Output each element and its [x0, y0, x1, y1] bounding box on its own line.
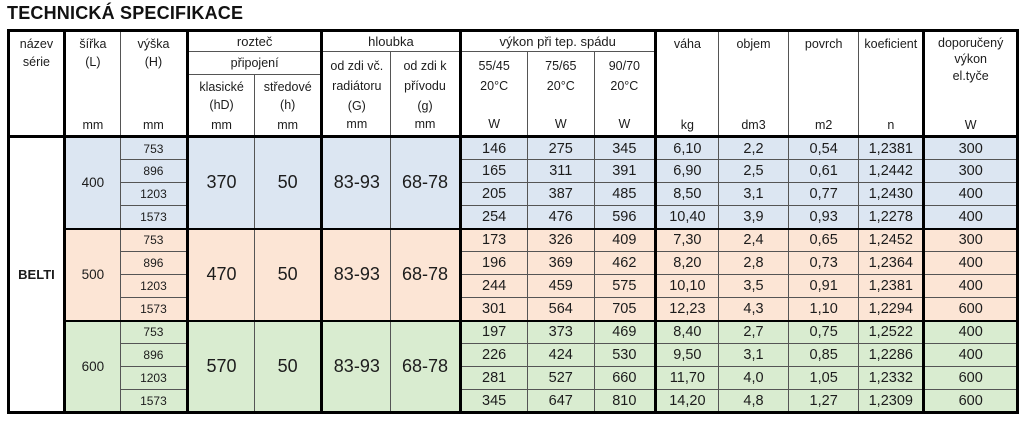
header-unit: mm	[277, 117, 299, 132]
header-label: šířka	[79, 37, 107, 51]
header-label: výkon	[954, 52, 987, 67]
page-title: TECHNICKÁ SPECIFIKACE	[7, 3, 244, 23]
w7565-cell: 424	[527, 344, 594, 367]
header-label: od zdi vč.	[330, 58, 384, 73]
header-koeficient	[859, 31, 924, 137]
w7565-cell: 476	[527, 206, 594, 229]
table-row	[9, 344, 1018, 367]
w5545-cell: 146	[460, 137, 527, 160]
povrch-cell: 0,85	[789, 344, 859, 367]
table-row	[9, 252, 1018, 275]
header-hloubka-group: hloubka	[322, 31, 460, 52]
w9070-cell: 409	[594, 229, 655, 252]
w7565-cell: 326	[527, 229, 594, 252]
povrch-cell: 1,10	[789, 298, 859, 321]
w5545-cell: 197	[460, 321, 527, 344]
hloubka-g-cell: 68-78	[391, 137, 460, 229]
header-grad-7565	[527, 52, 594, 137]
w9070-cell: 391	[594, 160, 655, 183]
header-label: koeficient	[864, 37, 918, 51]
header-label: radiátoru	[332, 78, 382, 93]
height-cell: 753	[120, 321, 187, 344]
vaha-cell: 6,10	[655, 137, 718, 160]
povrch-cell: 0,73	[789, 252, 859, 275]
el-vykon-cell: 400	[924, 321, 1018, 344]
header-vaha	[655, 31, 718, 137]
header-label: 20°C	[546, 78, 575, 93]
vaha-cell: 10,40	[655, 206, 718, 229]
w5545-cell: 173	[460, 229, 527, 252]
hloubka-g-cell: 68-78	[391, 321, 460, 413]
roztec-stredove-cell: 50	[255, 321, 322, 413]
header-unit: kg	[680, 117, 694, 132]
objem-cell: 2,2	[718, 137, 788, 160]
w9070-cell: 705	[594, 298, 655, 321]
table-row	[9, 321, 1018, 344]
spec-table	[7, 29, 1019, 414]
header-unit: mm	[211, 117, 232, 132]
objem-cell: 2,5	[718, 160, 788, 183]
w7565-cell: 387	[527, 183, 594, 206]
objem-cell: 2,4	[718, 229, 788, 252]
height-cell: 896	[120, 344, 187, 367]
w5545-cell: 205	[460, 183, 527, 206]
hloubka-G-cell: 83-93	[322, 137, 391, 229]
w7565-cell: 459	[527, 275, 594, 298]
w5545-cell: 165	[460, 160, 527, 183]
header-label: středové	[263, 80, 312, 94]
header-unit: W	[964, 117, 977, 132]
vaha-cell: 9,50	[655, 344, 718, 367]
koeficient-cell: 1,2442	[859, 160, 924, 183]
koeficient-cell: 1,2332	[859, 367, 924, 390]
header-label: od zdi k	[403, 58, 447, 73]
koeficient-cell: 1,2278	[859, 206, 924, 229]
vaha-cell: 6,90	[655, 160, 718, 183]
w9070-cell: 485	[594, 183, 655, 206]
w5545-cell: 254	[460, 206, 527, 229]
povrch-cell: 1,27	[789, 390, 859, 413]
roztec-stredove-cell: 50	[255, 137, 322, 229]
table-row	[9, 206, 1018, 229]
w5545-cell: 281	[460, 367, 527, 390]
height-cell: 753	[120, 229, 187, 252]
povrch-cell: 0,75	[789, 321, 859, 344]
header-label: (L)	[85, 55, 101, 70]
el-vykon-cell: 600	[924, 367, 1018, 390]
header-label: 90/70	[608, 58, 640, 73]
hloubka-g-cell: 68-78	[391, 229, 460, 321]
header-doporuceny-vykon	[924, 31, 1018, 137]
w9070-cell: 596	[594, 206, 655, 229]
height-cell: 1203	[120, 367, 187, 390]
header-label: přívodu	[404, 78, 446, 93]
header-nazev-serie	[9, 31, 65, 137]
table-row	[9, 275, 1018, 298]
header-label: název	[19, 37, 54, 51]
header-label: (hD)	[209, 98, 234, 113]
roztec-klasicke-cell: 370	[188, 137, 255, 229]
el-vykon-cell: 400	[924, 344, 1018, 367]
el-vykon-cell: 400	[924, 183, 1018, 206]
width-cell: 600	[64, 321, 120, 413]
height-cell: 1573	[120, 390, 187, 413]
povrch-cell: 0,61	[789, 160, 859, 183]
header-povrch	[789, 31, 859, 137]
w9070-cell: 530	[594, 344, 655, 367]
w7565-cell: 369	[527, 252, 594, 275]
height-cell: 896	[120, 252, 187, 275]
objem-cell: 4,0	[718, 367, 788, 390]
vaha-cell: 12,23	[655, 298, 718, 321]
header-objem	[718, 31, 788, 137]
table-row	[9, 137, 1018, 160]
w9070-cell: 575	[594, 275, 655, 298]
header-unit: m2	[814, 117, 833, 132]
header-label: 75/65	[545, 58, 577, 73]
width-cell: 400	[64, 137, 120, 229]
w9070-cell: 810	[594, 390, 655, 413]
objem-cell: 3,1	[718, 183, 788, 206]
header-label: povrch	[804, 37, 843, 51]
w9070-cell: 469	[594, 321, 655, 344]
header-label: 20°C	[610, 78, 639, 93]
header-label: 55/45	[478, 58, 510, 73]
height-cell: 1203	[120, 183, 187, 206]
koeficient-cell: 1,2294	[859, 298, 924, 321]
koeficient-cell: 1,2364	[859, 252, 924, 275]
vaha-cell: 14,20	[655, 390, 718, 413]
header-label: (h)	[280, 98, 296, 113]
koeficient-cell: 1,2381	[859, 137, 924, 160]
objem-cell: 3,5	[718, 275, 788, 298]
w7565-cell: 564	[527, 298, 594, 321]
koeficient-cell: 1,2381	[859, 275, 924, 298]
header-od-zdi-k-privodu	[391, 52, 460, 137]
vaha-cell: 8,50	[655, 183, 718, 206]
header-vyska	[120, 31, 187, 137]
table-row	[9, 390, 1018, 413]
height-cell: 896	[120, 160, 187, 183]
koeficient-cell: 1,2452	[859, 229, 924, 252]
povrch-cell: 0,93	[789, 206, 859, 229]
series-name-cell: BELTI	[9, 137, 65, 413]
header-klasicke	[188, 75, 255, 137]
header-label: série	[22, 55, 50, 70]
hloubka-G-cell: 83-93	[322, 229, 391, 321]
header-unit: dm3	[741, 117, 766, 132]
table-header	[9, 31, 1018, 137]
vaha-cell: 7,30	[655, 229, 718, 252]
vaha-cell: 11,70	[655, 367, 718, 390]
el-vykon-cell: 400	[924, 252, 1018, 275]
table-row	[9, 160, 1018, 183]
header-pripojeni: připojení	[188, 52, 322, 75]
header-label: el.tyče	[952, 68, 989, 83]
povrch-cell: 0,77	[789, 183, 859, 206]
w7565-cell: 275	[527, 137, 594, 160]
objem-cell: 3,9	[718, 206, 788, 229]
roztec-klasicke-cell: 470	[188, 229, 255, 321]
objem-cell: 4,3	[718, 298, 788, 321]
el-vykon-cell: 600	[924, 298, 1018, 321]
hloubka-G-cell: 83-93	[322, 321, 391, 413]
height-cell: 753	[120, 137, 187, 160]
povrch-cell: 1,05	[789, 367, 859, 390]
povrch-cell: 0,91	[789, 275, 859, 298]
height-cell: 1203	[120, 275, 187, 298]
el-vykon-cell: 300	[924, 160, 1018, 183]
table-row	[9, 298, 1018, 321]
header-label: 20°C	[480, 78, 509, 93]
koeficient-cell: 1,2522	[859, 321, 924, 344]
header-label: váha	[673, 37, 701, 51]
el-vykon-cell: 300	[924, 137, 1018, 160]
w9070-cell: 345	[594, 137, 655, 160]
w9070-cell: 660	[594, 367, 655, 390]
objem-cell: 2,7	[718, 321, 788, 344]
height-cell: 1573	[120, 206, 187, 229]
header-label: (H)	[144, 55, 163, 70]
el-vykon-cell: 300	[924, 229, 1018, 252]
header-unit: mm	[346, 117, 368, 131]
header-label: (G)	[347, 98, 366, 113]
header-unit: mm	[414, 117, 436, 131]
koeficient-cell: 1,2309	[859, 390, 924, 413]
w7565-cell: 647	[527, 390, 594, 413]
table-row	[9, 183, 1018, 206]
vaha-cell: 8,20	[655, 252, 718, 275]
header-unit: mm	[82, 117, 104, 132]
header-od-zdi-vc-radiatoru	[322, 52, 391, 137]
w7565-cell: 373	[527, 321, 594, 344]
w5545-cell: 345	[460, 390, 527, 413]
koeficient-cell: 1,2430	[859, 183, 924, 206]
header-stredove	[255, 75, 322, 137]
vaha-cell: 10,10	[655, 275, 718, 298]
header-roztec-group: rozteč	[188, 31, 322, 52]
roztec-klasicke-cell: 570	[188, 321, 255, 413]
header-grad-5545	[460, 52, 527, 137]
header-label: výška	[137, 37, 170, 51]
objem-cell: 4,8	[718, 390, 788, 413]
w9070-cell: 462	[594, 252, 655, 275]
w5545-cell: 301	[460, 298, 527, 321]
w7565-cell: 527	[527, 367, 594, 390]
header-unit: W	[488, 117, 501, 131]
objem-cell: 3,1	[718, 344, 788, 367]
el-vykon-cell: 600	[924, 390, 1018, 413]
header-unit: W	[554, 117, 567, 131]
w5545-cell: 226	[460, 344, 527, 367]
table-row	[9, 367, 1018, 390]
el-vykon-cell: 400	[924, 206, 1018, 229]
header-label: klasické	[199, 80, 244, 94]
koeficient-cell: 1,2286	[859, 344, 924, 367]
w5545-cell: 196	[460, 252, 527, 275]
table-row	[9, 229, 1018, 252]
w5545-cell: 244	[460, 275, 527, 298]
w7565-cell: 311	[527, 160, 594, 183]
povrch-cell: 0,54	[789, 137, 859, 160]
height-cell: 1573	[120, 298, 187, 321]
header-sirka	[64, 31, 120, 137]
header-label: objem	[736, 37, 771, 51]
header-label: doporučený	[938, 36, 1004, 50]
el-vykon-cell: 400	[924, 275, 1018, 298]
header-grad-9070	[594, 52, 655, 137]
header-vykon-group: výkon při tep. spádu	[460, 31, 655, 52]
objem-cell: 2,8	[718, 252, 788, 275]
header-unit: W	[618, 117, 631, 131]
header-unit: mm	[143, 117, 164, 132]
header-label: (g)	[417, 98, 433, 113]
povrch-cell: 0,65	[789, 229, 859, 252]
header-unit: n	[887, 117, 895, 132]
roztec-stredove-cell: 50	[255, 229, 322, 321]
width-cell: 500	[64, 229, 120, 321]
vaha-cell: 8,40	[655, 321, 718, 344]
